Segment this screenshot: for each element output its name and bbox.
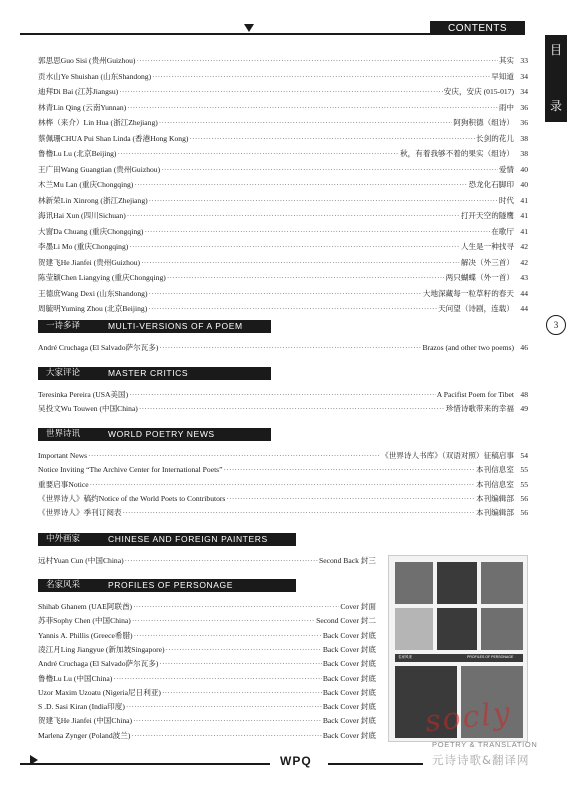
leader-dots [134, 179, 467, 190]
section-title-en: MULTI-VERSIONS OF A POEM [108, 321, 243, 331]
entry-author: 木兰Mu Lan (重庆Chongqing) [38, 180, 134, 189]
toc-entry [38, 493, 528, 504]
entry-page: 40 [520, 164, 528, 174]
side-char-lu: 录 [549, 99, 562, 113]
toc-entry [38, 342, 528, 353]
entry-title: Second Back 封三 [319, 556, 376, 565]
entry-author: André Cruchaga (El Salvado萨尔瓦多) [38, 659, 159, 669]
photo-label-en: PROFILES OF PERSONAGE [467, 655, 514, 659]
entry-title: 人生是一种找寻 [460, 242, 514, 251]
entry-author: 重要启事Notice [38, 479, 89, 489]
footer-wpq: WPQ [280, 754, 312, 768]
entry-author: 凌江月Ling Jiangyue (新加坡Singapore) [38, 644, 165, 654]
toc-entry [38, 644, 376, 655]
section-title-cn: 中外画家 [46, 534, 81, 544]
toc-entry [38, 55, 528, 66]
entry-author: Teresinka Pereira (USA美国) [38, 390, 129, 399]
logo-cn-text: 元诗诗歌&翻译网 [432, 753, 530, 767]
entry-title: Second Cover 封二 [316, 616, 376, 626]
footer-rule [328, 763, 423, 765]
leader-dots [133, 601, 339, 612]
entry-author: Uzor Maxim Uzoatu (Nigeria尼日利亚) [38, 687, 161, 697]
leader-dots [144, 226, 490, 237]
toc-entry [38, 673, 376, 684]
leader-dots [133, 715, 322, 726]
entry-title: 爱情 [498, 164, 514, 174]
toc-entry [38, 450, 528, 461]
side-index-bar [545, 35, 567, 122]
section-title-cn: 名家风采 [46, 580, 81, 590]
entry-page: 34 [520, 71, 528, 81]
leader-dots [226, 493, 475, 504]
leader-dots [148, 288, 421, 299]
leader-dots [90, 479, 475, 490]
portrait-photo [481, 608, 523, 650]
entry-page: 55 [520, 465, 528, 475]
entry-title: Back Cover 封底 [322, 630, 376, 640]
entry-title: 本刊信息室 [476, 479, 514, 489]
toc-entry [38, 102, 528, 113]
entry-title: Back Cover 封底 [322, 730, 376, 740]
footer-triangle-icon [30, 755, 38, 765]
toc-entry [38, 389, 528, 400]
entry-author: 王德庶Wang Dexi (山东Shandong) [38, 288, 148, 298]
entry-page: 46 [520, 343, 528, 352]
leader-dots [152, 71, 490, 82]
leader-dots [189, 133, 475, 144]
entry-page: 33 [520, 56, 528, 65]
leader-dots [125, 555, 318, 566]
toc-entry [38, 464, 528, 475]
leader-dots [131, 730, 321, 741]
entry-page: 34 [520, 87, 528, 96]
entry-author: 远村Yuan Cun (中国China) [38, 556, 124, 565]
entry-title: 早知道 [491, 71, 514, 81]
entry-author: 贺建飞He Jianfei (贵州Guizhou) [38, 257, 141, 267]
leader-dots [127, 102, 498, 113]
leader-dots [119, 86, 443, 97]
leader-dots [134, 630, 322, 641]
leader-dots [148, 303, 437, 314]
entry-title: 在歌厅 [491, 226, 514, 236]
portrait-photo [481, 562, 523, 604]
entry-page: 54 [520, 451, 528, 460]
section-title-en: PROFILES OF PERSONAGE [108, 580, 234, 590]
entry-author: 王广田Wang Guangtian (贵州Guizhou) [38, 164, 161, 174]
entry-title: Back Cover 封底 [322, 716, 376, 726]
leader-dots [123, 507, 476, 518]
entry-page: 36 [520, 118, 528, 127]
toc-entry [38, 601, 376, 612]
leader-dots [167, 272, 445, 283]
section-title-en: MASTER CRITICS [108, 368, 189, 378]
logo-subtitle: POETRY & TRANSLATION [432, 740, 538, 749]
leader-dots [139, 403, 445, 414]
section-title-cn: 大家评论 [46, 368, 81, 378]
section-header [38, 320, 271, 333]
entry-title: Cover 封面 [340, 602, 376, 611]
toc-entry [38, 687, 376, 698]
toc-entry [38, 288, 528, 299]
toc-entry [38, 630, 376, 641]
footer-rule [20, 763, 270, 765]
header-triangle-icon [244, 24, 254, 32]
toc-entry [38, 701, 376, 712]
toc-entry [38, 272, 528, 283]
entry-title: 秋，有着我够不着的果实（组诗） [400, 149, 514, 158]
entry-author: 海讯Hai Xun (四川Sichuan) [38, 211, 126, 220]
entry-title: 雨中 [498, 102, 514, 112]
entry-title: 打开天空的隧鹰 [460, 211, 514, 220]
entry-title: 《世界诗人书库》（双语对照）征稿启事 [381, 451, 514, 460]
section-header [38, 367, 271, 380]
section-header [38, 579, 296, 592]
leader-dots [127, 210, 460, 221]
portrait-photo [437, 562, 477, 604]
entry-title: Back Cover 封底 [322, 702, 376, 712]
photo-label-cn: 名家风采 [398, 655, 412, 659]
entry-title: 天问望（诗剧，连载） [438, 304, 514, 313]
entry-author: 郭思思Guo Sisi (贵州Guizhou) [38, 56, 136, 65]
entry-page: 44 [520, 304, 528, 313]
section-title-en: WORLD POETRY NEWS [108, 429, 215, 439]
side-char-mu: 目 [549, 43, 562, 57]
toc-entry [38, 86, 528, 97]
entry-title: 本刊编辑部 [476, 508, 514, 518]
entry-title: Brazos (and other two poems) [422, 343, 514, 352]
leader-dots [149, 195, 498, 206]
entry-author: 《世界诗人》季刊订阅表 [38, 508, 122, 518]
entry-author: 迪拜Di Bai (江苏Jiangsu) [38, 87, 119, 96]
entry-title: A Pacifist Poem for Tibet [436, 390, 514, 399]
entry-title: Back Cover 封底 [322, 687, 376, 697]
toc-entry [38, 730, 376, 741]
toc-entry [38, 226, 528, 237]
section-header [38, 428, 271, 441]
toc-entry [38, 210, 528, 221]
toc-entry [38, 658, 376, 669]
entry-title: 两只蝴蝶（外一首） [445, 273, 514, 282]
toc-entry [38, 241, 528, 252]
toc-entry [38, 507, 528, 518]
leader-dots [88, 450, 380, 461]
entry-title: 恐龙化石脚印 [468, 180, 514, 189]
section-title-cn: 世界诗讯 [46, 429, 81, 439]
leader-dots [126, 701, 322, 712]
entry-title: 长剑的花儿 [476, 133, 514, 143]
portrait-photo [395, 608, 433, 650]
entry-page: 41 [520, 226, 528, 236]
leader-dots [129, 241, 460, 252]
entry-page: 42 [520, 257, 528, 267]
leader-dots [129, 389, 436, 400]
entry-author: 贺建飞He Jianfei (中国China) [38, 716, 133, 726]
toc-entry [38, 71, 528, 82]
entry-author: 陈莹颖Chen Liangying (重庆Chongqing) [38, 273, 166, 282]
entry-title: Back Cover 封底 [322, 644, 376, 654]
entry-author: 《世界诗人》稿约Notice of the World Poets to Contributors [38, 493, 226, 503]
entry-title: 解决（外三首） [460, 257, 514, 267]
leader-dots [161, 164, 498, 175]
toc-entry [38, 179, 528, 190]
entry-author: 鲁橹Lu Lu (中国China) [38, 673, 113, 683]
toc-entry [38, 117, 528, 128]
leader-dots [159, 342, 421, 353]
entry-title: 本刊编辑部 [476, 493, 514, 503]
leader-dots [113, 673, 322, 684]
toc-entry [38, 195, 528, 206]
entry-author: André Cruchaga (El Salvado萨尔瓦多) [38, 343, 159, 352]
poetry-translation-logo: socly [423, 695, 514, 740]
section-title-cn: 一诗多译 [46, 321, 81, 331]
entry-page: 36 [520, 102, 528, 112]
entry-author: 吴投文Wu Touwen (中国China) [38, 404, 138, 414]
entry-author: Notice Inviting “The Archive Center for International Poets” [38, 465, 223, 475]
entry-page: 56 [520, 493, 528, 503]
entry-author: Shihab Ghanem (UAE阿联酋) [38, 602, 133, 611]
toc-entry [38, 615, 376, 626]
toc-entry [38, 479, 528, 490]
page-number: 3 [546, 315, 566, 335]
entry-title: 时代 [498, 195, 514, 205]
entry-author: 林新荣Lin Xinrong (浙江Zhejiang) [38, 195, 148, 205]
entry-author: 大窗Da Chuang (重庆Chongqing) [38, 226, 144, 236]
entry-page: 56 [520, 508, 528, 518]
entry-page: 48 [520, 390, 528, 399]
toc-entry [38, 303, 528, 314]
entry-title: 安庆，安庆 (015-017) [443, 87, 514, 96]
entry-page: 43 [520, 273, 528, 282]
entry-title: 珍惜诗歌带来的幸福 [445, 404, 514, 414]
leader-dots [159, 117, 452, 128]
toc-entry [38, 555, 376, 566]
leader-dots [224, 464, 476, 475]
leader-dots [132, 615, 315, 626]
entry-author: 周毓明Yuming Zhou (北京Beijing) [38, 304, 148, 313]
entry-author: 苏菲Sophy Chen (中国China) [38, 616, 131, 626]
entry-author: 蔡佩珊CHUA Pui Shan Linda (香港Hong Kong) [38, 133, 189, 143]
entry-author: Marlena Zynger (Poland波兰) [38, 730, 131, 740]
entry-page: 42 [520, 242, 528, 251]
leader-dots [162, 687, 322, 698]
entry-title: Back Cover 封底 [322, 659, 376, 669]
entry-page: 49 [520, 404, 528, 414]
entry-page: 55 [520, 479, 528, 489]
entry-page: 41 [520, 211, 528, 220]
portrait-photo [395, 562, 433, 604]
toc-entry [38, 164, 528, 175]
section-header [38, 533, 296, 546]
entry-page: 38 [520, 133, 528, 143]
entry-page: 44 [520, 288, 528, 298]
entry-author: Important News [38, 451, 88, 460]
toc-entry [38, 403, 528, 414]
leader-dots [141, 257, 460, 268]
leader-dots [117, 148, 399, 159]
entry-author: Yannis A. Phillis (Greece希腊) [38, 630, 133, 640]
entry-author: 林桦（来介）Lin Hua (浙江Zhejiang) [38, 118, 158, 127]
leader-dots [159, 658, 321, 669]
toc-entry [38, 257, 528, 268]
entry-title: 大地深藏每一粒草籽的春天 [422, 288, 514, 298]
entry-title: 本刊信息室 [476, 465, 514, 475]
entry-author: 鲁橹Lu Lu (北京Beijing) [38, 149, 117, 158]
entry-title: Back Cover 封底 [322, 673, 376, 683]
entry-page: 40 [520, 180, 528, 189]
portrait-photo [437, 608, 477, 650]
leader-dots [136, 55, 497, 66]
toc-entry [38, 715, 376, 726]
leader-dots [166, 644, 322, 655]
section-title-en: CHINESE AND FOREIGN PAINTERS [108, 534, 268, 544]
contents-tab: CONTENTS [430, 21, 525, 35]
entry-author: 李墨Li Mo (重庆Chongqing) [38, 242, 129, 251]
toc-entry [38, 133, 528, 144]
entry-author: S .D. Sasi Kiran (India印度) [38, 702, 125, 712]
entry-author: 林青Lin Qing (云南Yunnan) [38, 102, 127, 112]
photo-label-bar [395, 654, 523, 662]
entry-title: 阿狗积德（组诗） [453, 118, 514, 127]
entry-page: 41 [520, 195, 528, 205]
toc-entry [38, 148, 528, 159]
entry-page: 38 [520, 149, 528, 158]
entry-title: 其实 [498, 56, 514, 65]
entry-author: 贡水山Ye Shuishan (山东Shandong) [38, 71, 152, 81]
